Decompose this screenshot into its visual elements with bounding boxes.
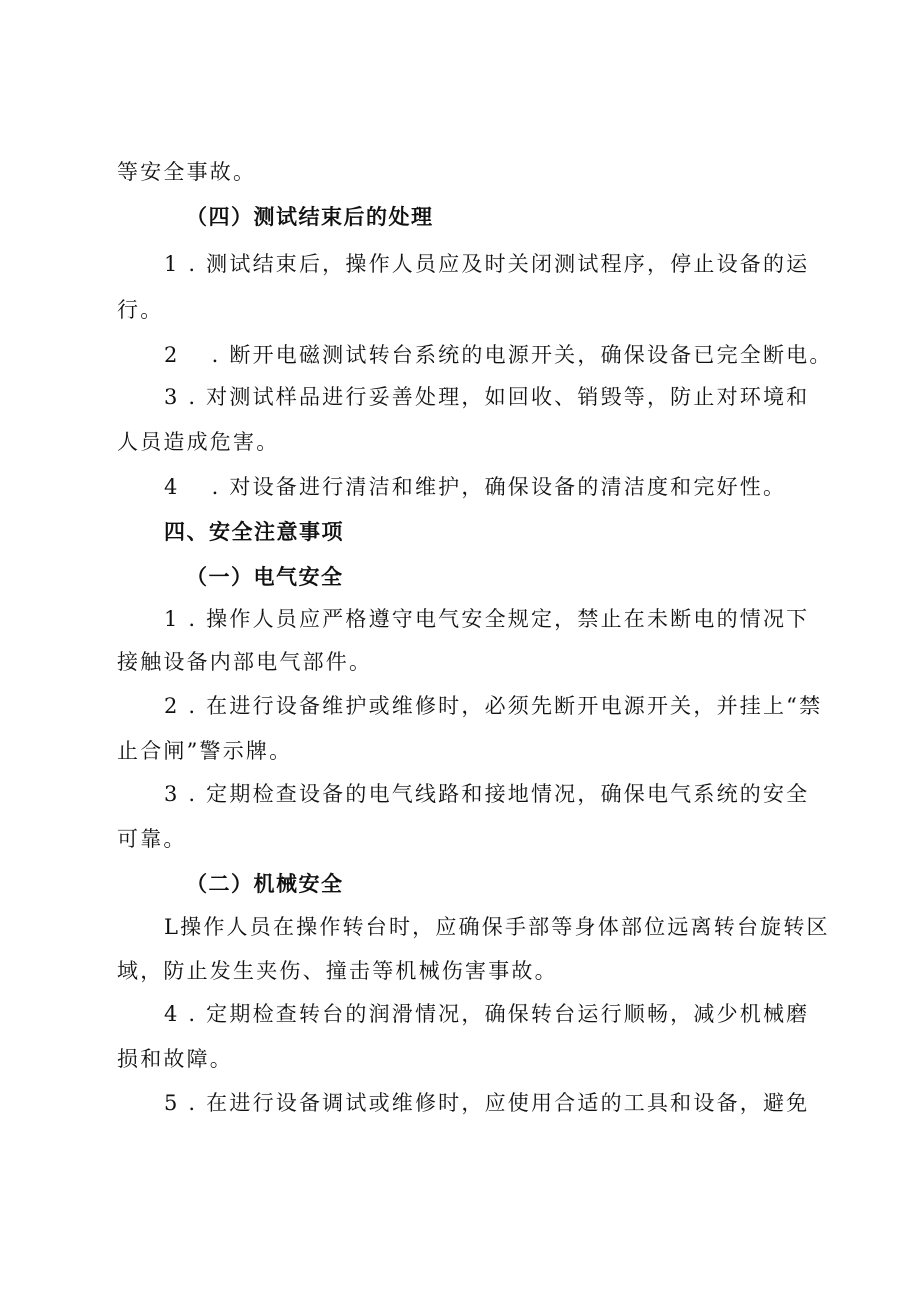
section-heading: （四）测试结束后的处理 [186, 205, 434, 229]
list-item-text: L操作人员在操作转台时，应确保手部等身体部位远离转台旋转区 [164, 915, 830, 939]
section-heading: （一）电气安全 [186, 565, 344, 589]
list-item-text: 4 . 对设备进行清洁和维护，确保设备的清洁度和完好性。 [164, 475, 787, 499]
list-item-text: 3 . 定期检查设备的电气线路和接地情况，确保电气系统的安全 [164, 782, 810, 806]
body-text-line: 接触设备内部电气部件。 [117, 650, 373, 674]
list-item-text: 2 . 在进行设备维护或维修时，必须先断开电源开关，并挂上“禁 [164, 694, 823, 718]
list-item-text: 1 . 测试结束后，操作人员应及时关闭测试程序，停止设备的运 [164, 252, 810, 276]
body-text-line: 行。 [117, 298, 164, 322]
section-heading: （二）机械安全 [186, 872, 344, 896]
list-item-text: 5 . 在进行设备调试或维修时，应使用合适的工具和设备，避免 [164, 1091, 810, 1115]
body-text-line: 损和故障。 [117, 1047, 233, 1071]
list-item-text: 3 . 对测试样品进行妥善处理，如回收、销毁等，防止对环境和 [164, 385, 810, 409]
body-text-line: 止合闸”警示牌。 [117, 739, 293, 763]
list-item-text: 1 . 操作人员应严格遵守电气安全规定，禁止在未断电的情况下 [164, 607, 810, 631]
body-text-line: 等安全事故。 [117, 160, 257, 184]
body-text-line: 人员造成危害。 [117, 430, 280, 454]
list-item-text: 2 . 断开电磁测试转台系统的电源开关，确保设备已完全断电。 [164, 343, 833, 367]
body-text-line: 域，防止发生夹伤、撞击等机械伤害事故。 [117, 959, 558, 983]
chapter-heading: 四、安全注意事项 [164, 520, 344, 544]
list-item-text: 4 . 定期检查转台的润滑情况，确保转台运行顺畅，减少机械磨 [164, 1002, 810, 1026]
body-text-line: 可靠。 [117, 827, 187, 851]
